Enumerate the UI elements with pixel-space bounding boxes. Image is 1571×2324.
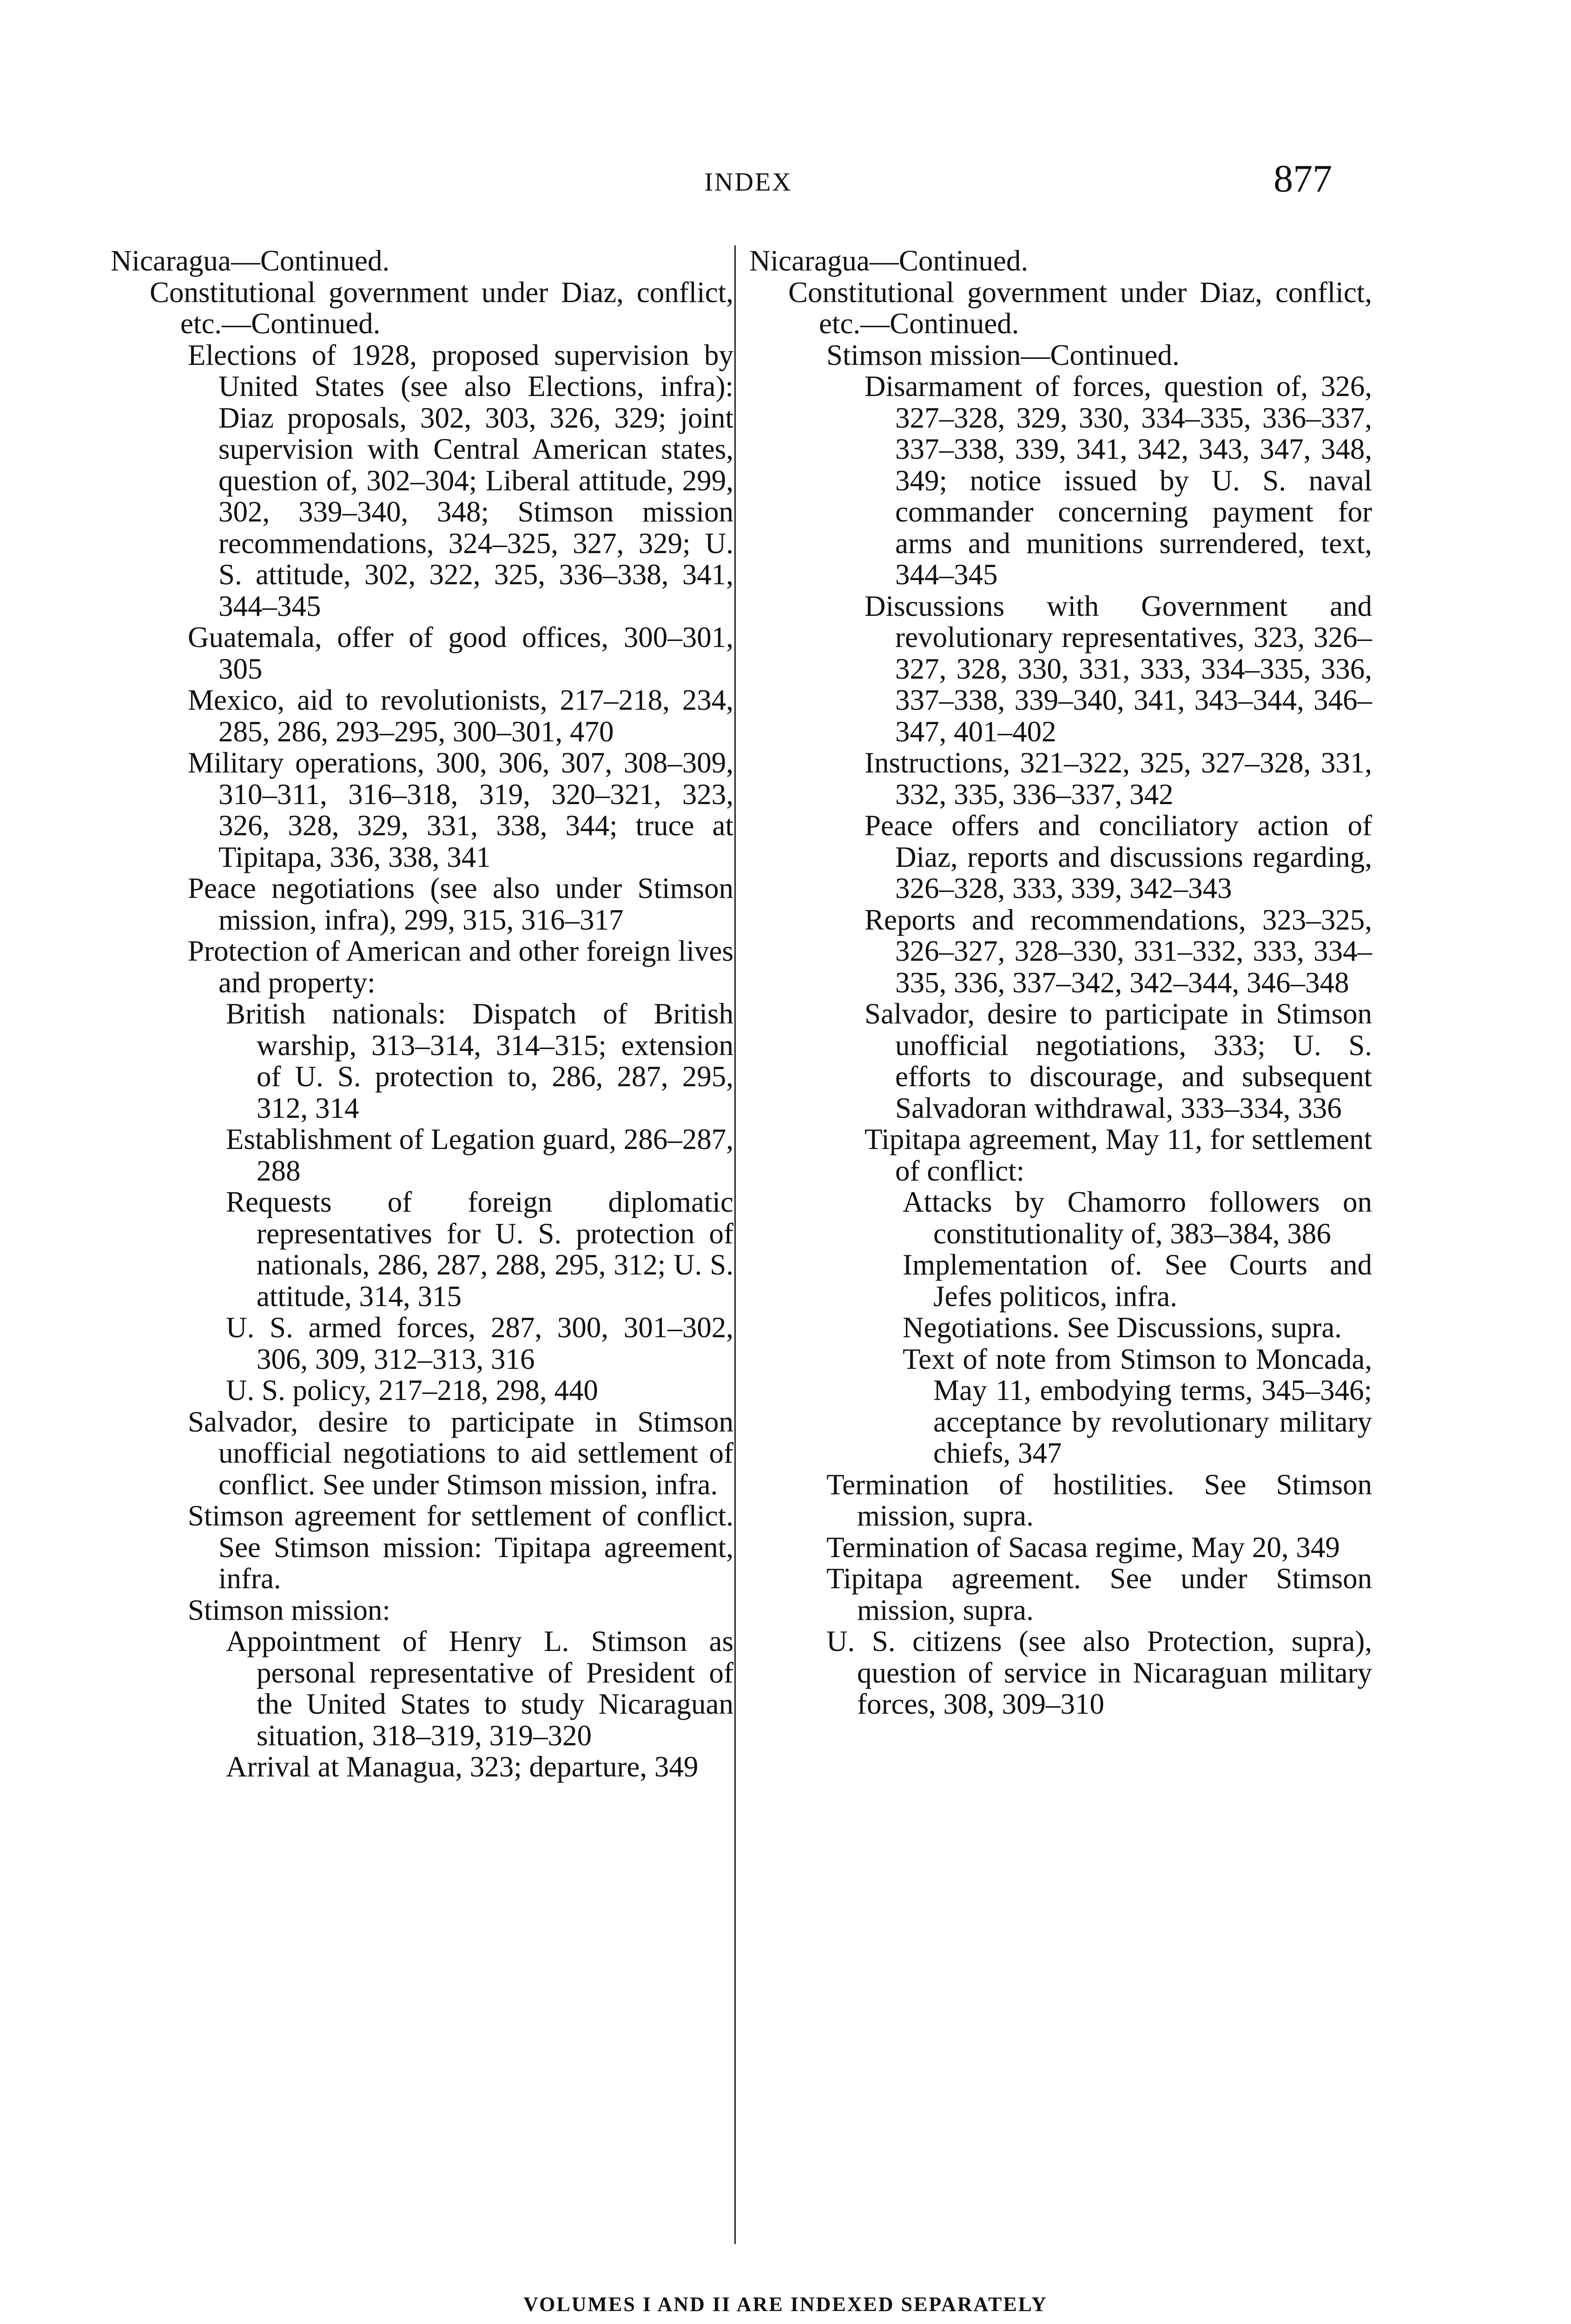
index-entry: Instructions, 321–322, 325, 327–328, 331, 332, 335, 336–337, 342: [865, 746, 1372, 811]
index-entry: Elections of 1928, proposed supervision by United States (see also Elections, infra): Diaz proposals, 302, 303, 326, 329; joint supervision with Central American states, question of, 302–304; Liberal attitude, 299, 302, 339–340, 348; Stimson mission recommendations, 324–325, 327, 329; U. S. attitude, 302, 322, 325, 336–338, 341, 344–345: [188, 338, 733, 622]
index-entry: Guatemala, offer of good offices, 300–301, 305: [188, 621, 733, 685]
index-entry: Peace offers and conciliatory action of Diaz, reports and discussions regarding, 326–328, 333, 339, 342–343: [865, 809, 1372, 905]
index-entry: Military operations, 300, 306, 307, 308–309, 310–311, 316–318, 319, 320–321, 323, 326, 328, 329, 331, 338, 344; truce at Tipitapa, 336, 338, 341: [188, 746, 733, 873]
index-entry: Establishment of Legation guard, 286–287, 288: [226, 1123, 733, 1187]
index-entry: Arrival at Managua, 323; departure, 349: [226, 1750, 699, 1783]
index-entry: Stimson mission:: [188, 1593, 390, 1626]
left-column: [111, 245, 733, 1783]
column-divider: [734, 245, 736, 2244]
index-entry: Salvador, desire to participate in Stimson unofficial negotiations to aid settlement of conflict. See under Stimson mission, infra.: [188, 1405, 733, 1501]
index-entry: Attacks by Chamorro followers on constitutionality of, 383–384, 386: [903, 1186, 1372, 1250]
index-entry: Appointment of Henry L. Stimson as personal representative of President of the United States to study Nicaraguan situation, 318–319, 319–320: [226, 1625, 733, 1752]
index-entry: U. S. policy, 217–218, 298, 440: [226, 1374, 598, 1406]
index-entry: Nicaragua—Continued.: [749, 244, 1029, 277]
index-entry: Protection of American and other foreign lives and property:: [188, 935, 733, 999]
index-entry: Salvador, desire to participate in Stimson unofficial negotiations, 333; U. S. efforts to discourage, and subsequent Salvadoran withdrawal, 333–334, 336: [865, 997, 1372, 1124]
index-entry: British nationals: Dispatch of British warship, 313–314, 314–315; extension of U. S. protection to, 286, 287, 295, 312, 314: [226, 997, 733, 1124]
index-entry: Stimson mission—Continued.: [826, 338, 1180, 371]
index-entry: Tipitapa agreement, May 11, for settlement of conflict:: [865, 1123, 1372, 1187]
index-entry: Implementation of. See Courts and Jefes politicos, infra.: [903, 1248, 1372, 1313]
index-entry: Discussions with Government and revolutionary representatives, 323, 326–327, 328, 330, 331, 333, 334–335, 336, 337–338, 339–340, 341, 343–344, 346–347, 401–402: [865, 589, 1372, 748]
page-number: 877: [1274, 157, 1332, 200]
index-entry: Reports and recommendations, 323–325, 326–327, 328–330, 331–332, 333, 334–335, 336, 337–342, 342–344, 346–348: [865, 903, 1372, 999]
index-entry: Termination of Sacasa regime, May 20, 349: [826, 1531, 1340, 1564]
index-entry: Mexico, aid to revolutionists, 217–218, 234, 285, 286, 293–295, 300–301, 470: [188, 684, 733, 748]
index-entry: Constitutional government under Diaz, conflict, etc.—Continued.: [150, 276, 733, 340]
index-entry: Termination of hostilities. See Stimson mission, supra.: [826, 1468, 1372, 1532]
index-entry: U. S. armed forces, 287, 300, 301–302, 306, 309, 312–313, 316: [226, 1311, 733, 1375]
index-entry: Disarmament of forces, question of, 326, 327–328, 329, 330, 334–335, 336–337, 337–338, 339, 341, 342, 343, 347, 348, 349; notice issued by U. S. naval commander concerning payment for arms and munitions surrendered, text, 344–345: [865, 370, 1372, 591]
running-head-title: INDEX: [704, 168, 792, 197]
right-column: [749, 245, 1372, 1720]
index-entry: Text of note from Stimson to Moncada, May 11, embodying terms, 345–346; acceptance by revolutionary military chiefs, 347: [903, 1342, 1372, 1469]
index-entry: U. S. citizens (see also Protection, supra), question of service in Nicaraguan military forces, 308, 309–310: [826, 1625, 1372, 1720]
footer-note: VOLUMES I AND II ARE INDEXED SEPARATELY: [523, 2293, 1048, 2316]
index-entry: Negotiations. See Discussions, supra.: [903, 1311, 1342, 1344]
index-entry: Peace negotiations (see also under Stimson mission, infra), 299, 315, 316–317: [188, 872, 733, 936]
index-entry: Nicaragua—Continued.: [111, 244, 390, 277]
index-entry: Stimson agreement for settlement of conflict. See Stimson mission: Tipitapa agreement, infra.: [188, 1499, 733, 1595]
index-entry: Requests of foreign diplomatic representatives for U. S. protection of nationals, 286, 287, 288, 295, 312; U. S. attitude, 314, 315: [226, 1186, 733, 1313]
index-entry: Constitutional government under Diaz, conflict, etc.—Continued.: [788, 276, 1372, 340]
index-entry: Tipitapa agreement. See under Stimson mission, supra.: [826, 1562, 1372, 1626]
